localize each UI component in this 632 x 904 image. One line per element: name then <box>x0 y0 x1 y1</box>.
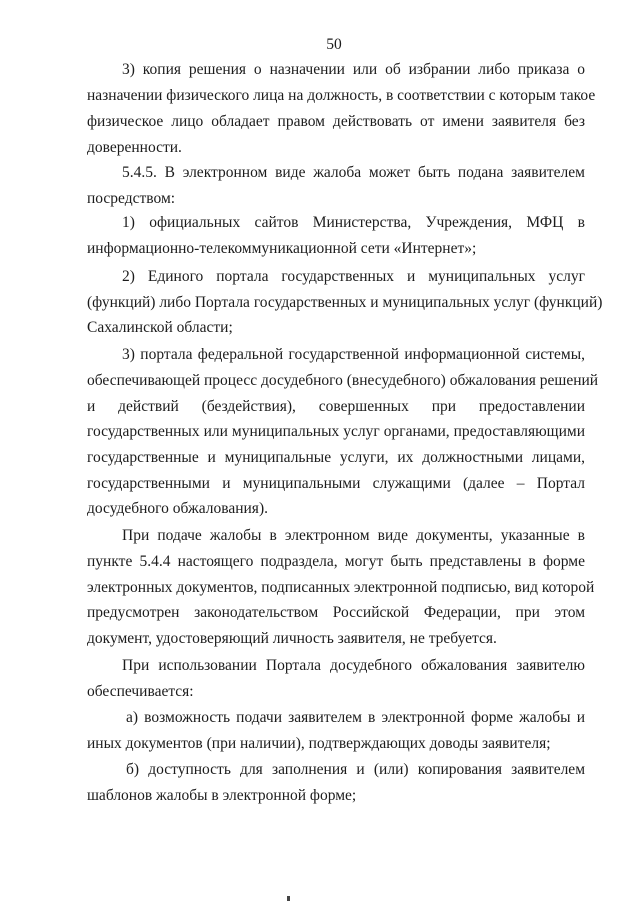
text-line: При подаче жалобы в электронном виде документы, указанные в <box>122 527 585 544</box>
text-line: посредством: <box>87 190 176 207</box>
text-line: и действий (бездействия), совершенных при предоставлении <box>87 398 585 415</box>
text-line: информационно-телекоммуникационной сети «Интернет»; <box>87 240 477 257</box>
text-line: досудебного обжалования). <box>87 500 268 517</box>
text-line: государственные и муниципальные услуги, их должностными лицами, <box>87 449 585 466</box>
scan-mark <box>287 896 290 901</box>
text-line: а) возможность подачи заявителем в электронной форме жалобы и <box>126 709 585 726</box>
text-line: 3) копия решения о назначении или об избрании либо приказа о <box>122 61 585 78</box>
text-line: документ, удостоверяющий личность заявителя, не требуется. <box>87 630 497 647</box>
text-line: пункте 5.4.4 настоящего подраздела, могут быть представлены в форме <box>87 553 585 570</box>
text-line: Сахалинской области; <box>87 319 233 336</box>
text-line: электронных документов, подписанных электронной подписью, вид которой <box>87 579 595 596</box>
text-line: иных документов (при наличии), подтверждающих доводы заявителя; <box>87 735 551 752</box>
text-line: 5.4.5. В электронном виде жалоба может быть подана заявителем <box>122 164 585 181</box>
text-line: доверенности. <box>87 139 182 156</box>
text-line: государственными и муниципальными служащими (далее – Портал <box>87 475 585 492</box>
text-line: 1) официальных сайтов Министерства, Учреждения, МФЦ в <box>122 214 585 231</box>
text-line: обеспечивается: <box>87 683 194 700</box>
text-line: обеспечивающей процесс досудебного (внесудебного) обжалования решений <box>87 372 599 389</box>
text-line: 2) Единого портала государственных и муниципальных услуг <box>122 268 585 285</box>
text-line: назначении физического лица на должность, в соответствии с которым такое <box>87 87 596 104</box>
page-number: 50 <box>326 36 342 53</box>
text-line: государственных или муниципальных услуг органами, предоставляющими <box>87 423 585 440</box>
text-line: физическое лицо обладает правом действовать от имени заявителя без <box>87 113 585 130</box>
text-line: (функций) либо Портала государственных и муниципальных услуг (функций) <box>87 294 603 311</box>
text-line: При использовании Портала досудебного обжалования заявителю <box>122 657 585 674</box>
text-line: шаблонов жалобы в электронной форме; <box>87 787 357 804</box>
text-line: б) доступность для заполнения и (или) копирования заявителем <box>126 761 585 778</box>
text-line: предусмотрен законодательством Российской Федерации, при этом <box>87 604 585 621</box>
text-line: 3) портала федеральной государственной информационной системы, <box>122 346 585 363</box>
